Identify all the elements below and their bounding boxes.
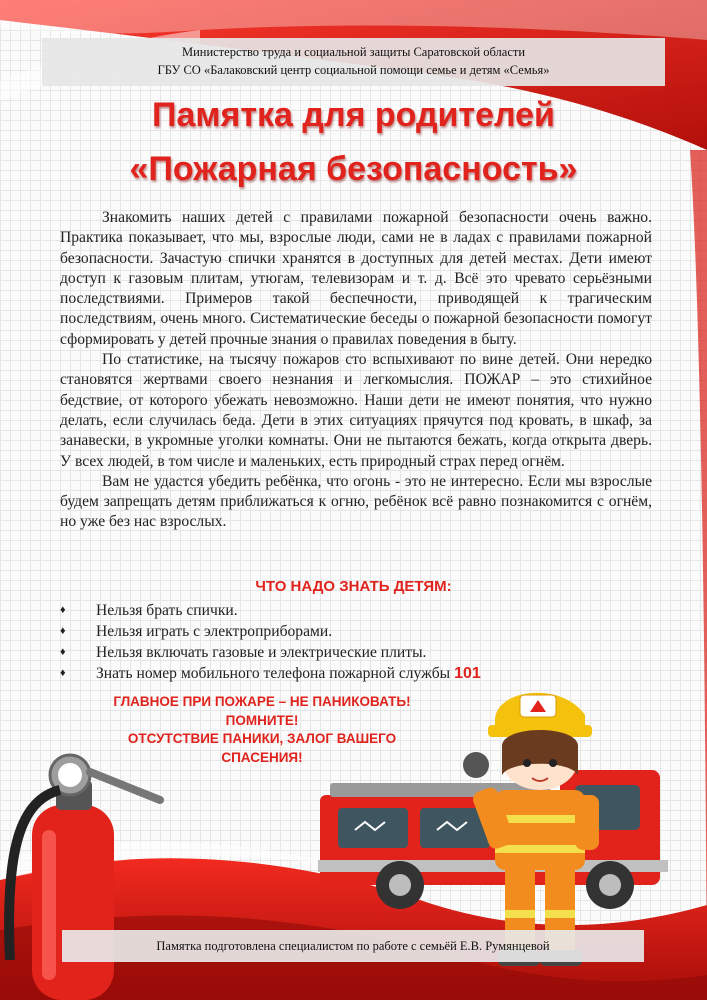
fire-service-number: 101 (454, 665, 481, 682)
page-title: Памятка для родителей (152, 96, 555, 134)
warning-line-4: СПАСЕНИЯ! (221, 750, 303, 765)
list-item: ♦ Нельзя брать спички. (60, 602, 238, 619)
bullet-icon: ♦ (60, 604, 66, 616)
main-text (60, 208, 652, 533)
bullet-icon: ♦ (60, 667, 66, 679)
organization-header (42, 38, 665, 86)
warning-line-3: ОТСУТСТВИЕ ПАНИКИ, ЗАЛОГ ВАШЕГО (127, 731, 397, 746)
paragraph-2: По статистике, на тысячу пожаров сто вспыхивают по вине детей. Они нередко становятся жертвами своего незнания и легкомыслия. ПОЖАР – это стихийное бедствие, от которого убежать невозможно. Наши дети не имеют понятия, что нужно делать, если случилась беда. Дети в этих ситуациях прячутся под кровать, в шкаф, за занавески, в укромные уголки комнаты. Они не пытаются бежать, когда открыта дверь. У всех людей, в том числе и маленьких, есть природный страх перед огнём. (60, 351, 652, 470)
rules-list (60, 600, 580, 684)
warning-main: ГЛАВНОЕ ПРИ ПОЖАРЕ – НЕ ПАНИКОВАТЬ! (113, 694, 411, 709)
list-item: ♦ Знать номер мобильного телефона пожарной службы 101 (60, 665, 481, 682)
author-footer: Памятка подготовлена специалистом по работе с семьёй Е.В. Румянцевой (62, 930, 644, 962)
paragraph-1: Знакомить наших детей с правилами пожарной безопасности очень важно. Практика показывает, что мы, взрослые люди, сами не в ладах с правилами пожарной безопасности. Зачастую спички хранятся в доступных для детей местах. Дети имеют доступ к газовым плитам, утюгам, телевизорам и т. д. Всё это чревато серьёзными последствиями. Примеров такой беспечности, приводящей к трагическим последствиям, очень много. Систематические беседы о пожарной безопасности помогут сформировать у детей прочные знания о правилах поведения в быту. (60, 209, 652, 348)
paragraph-3: Вам не удастся убедить ребёнка, что огонь - это не интересно. Если мы взрослые будем запрещать детям приближаться к огню, ребёнок всё равно познакомится с огнём, но уже без нас взрослых. (60, 472, 652, 531)
warning-remember: ПОМНИТЕ! (225, 713, 299, 728)
list-item: ♦ Нельзя включать газовые и электрические плиты. (60, 644, 427, 661)
bullet-icon: ♦ (60, 625, 66, 637)
center-name: ГБУ СО «Балаковский центр социальной помощи семье и детям «Семья» (157, 63, 550, 77)
know-heading: ЧТО НАДО ЗНАТЬ ДЕТЯМ: (255, 578, 452, 595)
ministry-name: Министерство труда и социальной защиты Саратовской области (181, 45, 526, 59)
page-subtitle: «Пожарная безопасность» (129, 150, 578, 188)
list-item: ♦ Нельзя играть с электроприборами. (60, 623, 333, 640)
bullet-icon: ♦ (60, 646, 66, 658)
